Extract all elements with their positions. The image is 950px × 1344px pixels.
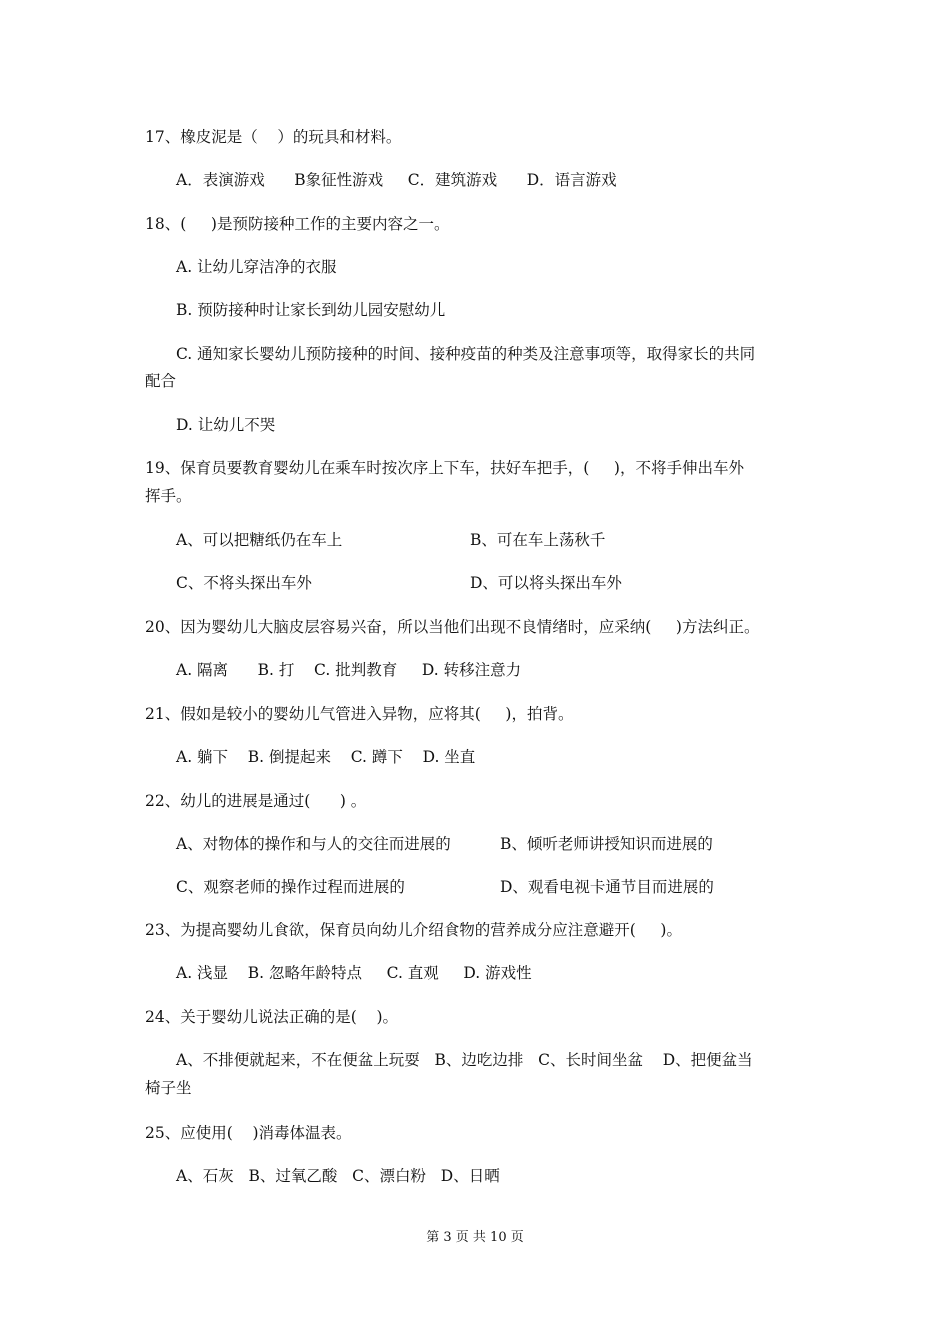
question-21-options: A. 躺下 B. 倒提起来 C. 蹲下 D. 坐直 [176, 748, 476, 766]
question-23-stem: 23、为提高婴幼儿食欲，保育员向幼儿介绍食物的营养成分应注意避开( )。 [145, 921, 682, 939]
question-18-option-c-continued: 配合 [145, 372, 177, 390]
question-24-options: A、不排便就起来，不在便盆上玩耍 B、边吃边排 C、长时间坐盆 D、把便盆当 [176, 1051, 753, 1069]
question-18-option-c: C. 通知家长婴幼儿预防接种的时间、接种疫苗的种类及注意事项等，取得家长的共同 [176, 345, 756, 363]
question-22-option-c: C、观察老师的操作过程而进展的 [176, 878, 405, 896]
question-22-option-d: D、观看电视卡通节目而进展的 [500, 878, 714, 896]
question-22-stem: 22、幼儿的进展是通过( ) 。 [145, 792, 367, 810]
question-25-stem: 25、应使用( )消毒体温表。 [145, 1124, 352, 1142]
question-18-option-b: B. 预防接种时让家长到幼儿园安慰幼儿 [176, 301, 446, 319]
question-17-stem: 17、橡皮泥是（ ）的玩具和材料。 [145, 128, 402, 146]
question-21-stem: 21、假如是较小的婴幼儿气管进入异物，应将其( )，拍背。 [145, 705, 574, 723]
question-25-options: A、石灰 B、过氧乙酸 C、漂白粉 D、日晒 [176, 1167, 500, 1185]
page-footer: 第 3 页 共 10 页 [426, 1230, 524, 1245]
question-22-option-a: A、对物体的操作和与人的交往而进展的 [176, 835, 451, 853]
question-18-option-d: D. 让幼儿不哭 [176, 416, 276, 434]
question-19-option-a: A、可以把糖纸仍在车上 [176, 531, 343, 549]
question-19-option-d: D、可以将头探出车外 [470, 574, 622, 592]
question-19-stem-continued: 挥手。 [145, 487, 192, 505]
question-19-option-b: B、可在车上荡秋千 [470, 531, 606, 549]
question-24-stem: 24、关于婴幼儿说法正确的是( )。 [145, 1008, 399, 1026]
question-24-options-continued: 椅子坐 [145, 1079, 192, 1097]
question-18-option-a: A. 让幼儿穿洁净的衣服 [176, 258, 337, 276]
question-19-stem: 19、保育员要教育婴幼儿在乘车时按次序上下车，扶好车把手，( )，不将手伸出车外 [145, 459, 744, 477]
question-18-stem: 18、( )是预防接种工作的主要内容之一。 [145, 215, 450, 233]
question-23-options: A. 浅显 B. 忽略年龄特点 C. 直观 D. 游戏性 [176, 964, 532, 982]
question-22-option-b: B、倾听老师讲授知识而进展的 [500, 835, 713, 853]
question-19-option-c: C、不将头探出车外 [176, 574, 312, 592]
question-17-options: A．表演游戏 B象征性游戏 C．建筑游戏 D．语言游戏 [176, 171, 617, 189]
question-20-stem: 20、因为婴幼儿大脑皮层容易兴奋，所以当他们出现不良情绪时，应采纳( )方法纠正。 [145, 618, 760, 636]
question-20-options: A. 隔离 B. 打 C. 批判教育 D. 转移注意力 [176, 661, 522, 679]
